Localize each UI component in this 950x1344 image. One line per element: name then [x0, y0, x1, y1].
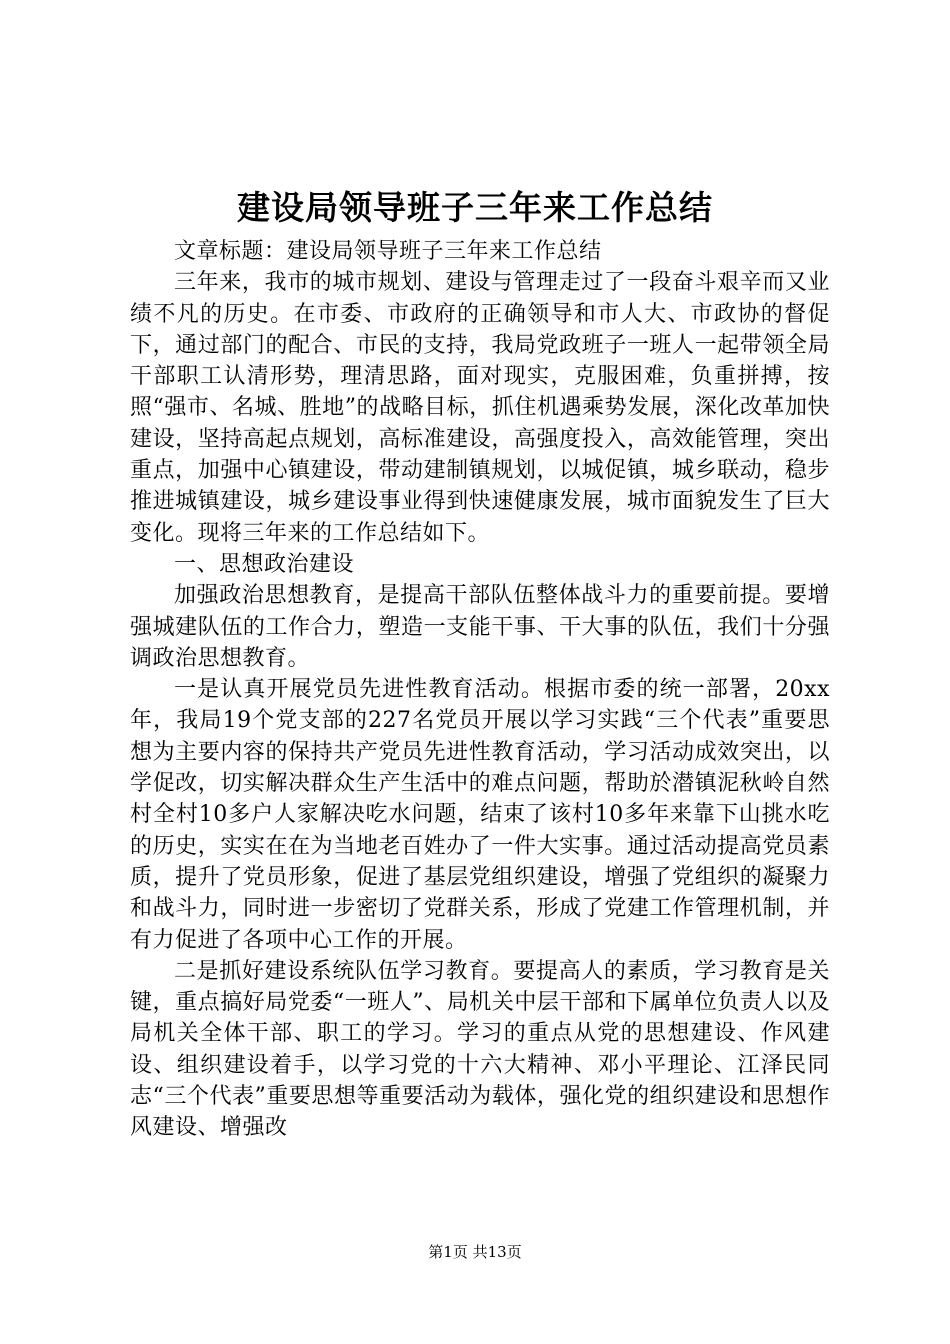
- page-footer: 第1页 共13页: [428, 1243, 522, 1261]
- body-paragraph: 一是认真开展党员先进性教育活动。根据市委的统一部署，20xx年，我局19个党支部的227名党员开展以学习实践“三个代表”重要思想为主要内容的保持共产党员先进性教育活动，学习活动成效突出，以学促改，切实解决群众生产生活中的难点问题，帮助於潜镇泥秋岭自然村全村10多户人家解决吃水问题，结束了该村10多年来靠下山挑水吃的历史，实实在在为当地老百姓办了一件大实事。通过活动提高党员素质，提升了党员形象，促进了基层党组织建设，增强了党组织的凝聚力和战斗力，同时进一步密切了党群关系，形成了党建工作管理机制，并有力促进了各项中心工作的开展。: [130, 677, 830, 953]
- body-paragraph: 加强政治思想教育，是提高干部队伍整体战斗力的重要前提。要增强城建队伍的工作合力，塑造一支能干事、干大事的队伍，我们十分强调政治思想教育。: [130, 583, 830, 671]
- article-title-line: 文章标题：建设局领导班子三年来工作总结: [174, 239, 602, 264]
- document-title: 建设局领导班子三年来工作总结: [237, 188, 713, 227]
- intro-paragraph: 三年来，我市的城市规划、建设与管理走过了一段奋斗艰辛而又业绩不凡的历史。在市委、市政府的正确领导和市人大、市政协的督促下，通过部门的配合、市民的支持，我局党政班子一班人一起带领全局干部职工认清形势，理清思路，面对现实，克服困难，负重拼搏，按照“强市、名城、胜地”的战略目标，抓住机遇乘势发展，深化改革加快建设，坚持高起点规划，高标准建设，高强度投入，高效能管理，突出重点，加强中心镇建设，带动建制镇规划，以城促镇，城乡联动，稳步推进城镇建设，城乡建设事业得到快速健康发展，城市面貌发生了巨大变化。现将三年来的工作总结如下。: [130, 270, 830, 546]
- section-heading: 一、思想政治建设: [174, 551, 355, 577]
- document-body: [130, 236, 830, 1144]
- body-paragraph: 二是抓好建设系统队伍学习教育。要提高人的素质，学习教育是关键，重点搞好局党委“一班人”、局机关中层干部和下属单位负责人以及局机关全体干部、职工的学习。学习的重点从党的思想建设、作风建设、组织建设着手，以学习党的十六大精神、邓小平理论、江泽民同志“三个代表”重要思想等重要活动为载体，强化党的组织建设和思想作风建设、增强改: [130, 958, 830, 1141]
